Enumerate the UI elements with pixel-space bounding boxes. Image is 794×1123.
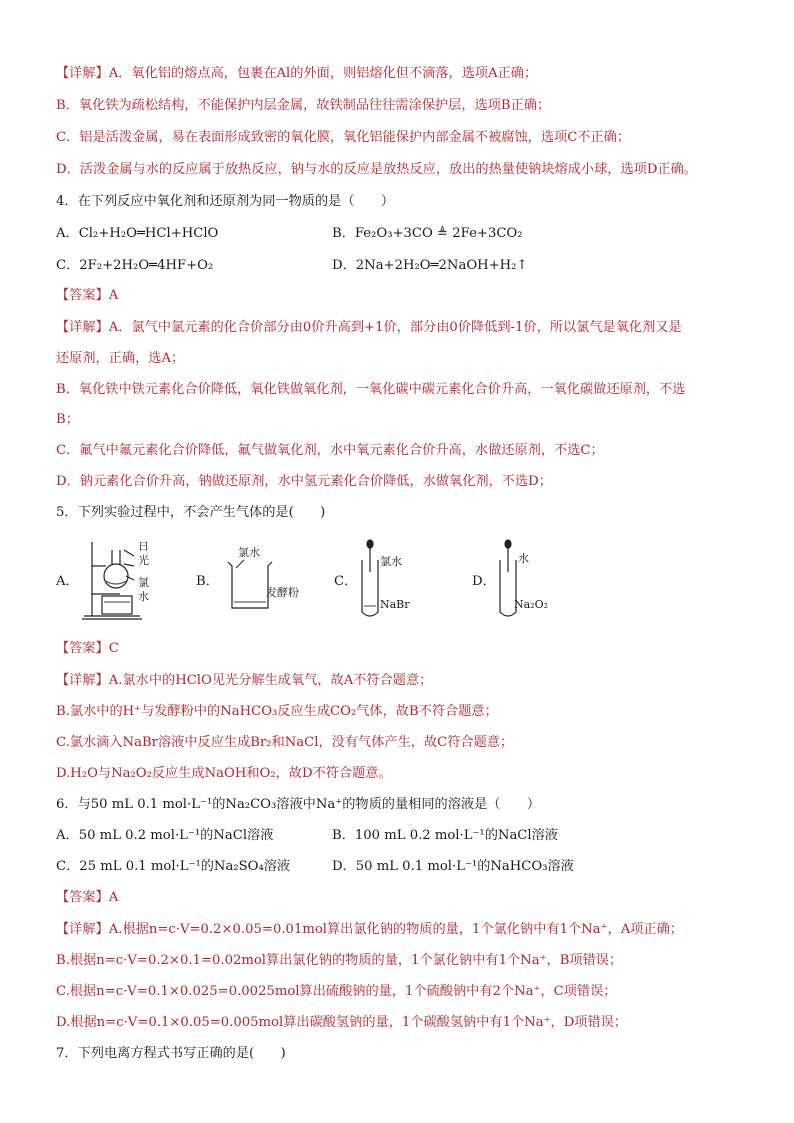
figure-a-text: 光 xyxy=(138,554,149,567)
figure-a-text: 水 xyxy=(138,590,149,603)
question-stem: 7．下列电离方程式书写正确的是( ) xyxy=(56,1046,286,1061)
explanation-line: D．活泼金属与水的反应属于放热反应，钠与水的反应是放热反应，放出的热量使钠块熔成小球，选项D正确。 xyxy=(56,162,697,177)
figure-c-text: 氯水 xyxy=(380,555,402,568)
explanation-line: B．氧化铁中铁元素化合价降低，氧化铁做氧化剂，一氧化碳中碳元素化合价升高，一氧化碳做还原剂，不选 xyxy=(56,382,686,397)
explanation-tag: 【详解】 xyxy=(56,673,109,688)
explanation-line: C.根据n=c·V=0.1×0.025=0.0025mol算出硫酸钠的量，1个硫酸钠中有2个Na⁺，C项错误； xyxy=(56,984,617,999)
figure-a-text: 氯 xyxy=(138,576,149,589)
explanation-line: 【详解】A．氯气中氯元素的化合价部分由0价升高到+1价，部分由0价降低到-1价，所以氯气是氧化剂又是 xyxy=(56,320,682,335)
question-stem: 5．下列实验过程中，不会产生气体的是( ) xyxy=(56,505,326,520)
explanation-line: B； xyxy=(56,412,79,427)
option-a: A．50 mL 0.2 mol·L⁻¹的NaCl溶液 xyxy=(56,828,274,843)
figure-d-text: 水 xyxy=(518,552,529,565)
figure-b-label: B． xyxy=(196,574,219,589)
explanation-tag: 【详解】 xyxy=(56,922,109,937)
question-stem: 6．与50 mL 0.1 mol·L⁻¹的Na₂CO₃溶液中Na⁺的物质的量相同的溶液是（ ） xyxy=(56,797,541,812)
explanation-line: 还原剂，正确，选A； xyxy=(56,351,185,366)
explanation-tag: 【详解】 xyxy=(56,320,109,335)
explanation-line: C．铝是活泼金属，易在表面形成致密的氧化膜，氧化铝能保护内部金属不被腐蚀，选项C不正确； xyxy=(56,130,631,145)
explanation-line: C．氟气中氟元素化合价降低，氟气做氧化剂，水中氧元素化合价升高，水做还原剂，不选C； xyxy=(56,443,604,458)
option-b: B．Fe₂O₃+3CO ≜ 2Fe+3CO₂ xyxy=(332,226,523,241)
option-c: C．25 mL 0.1 mol·L⁻¹的Na₂SO₄溶液 xyxy=(56,859,291,874)
figure-b-text: 氯水 xyxy=(238,546,260,559)
explanation-line: D．钠元素化合价升高，钠做还原剂，水中氢元素化合价降低，水做氧化剂，不选D； xyxy=(56,474,552,489)
answer-line: 【答案】C xyxy=(56,641,119,656)
figure-a-label: A． xyxy=(56,574,79,589)
option-a: A．Cl₂+H₂O═HCl+HClO xyxy=(56,226,219,241)
option-d: D．2Na+2H₂O═2NaOH+H₂↑ xyxy=(332,258,528,273)
option-d: D．50 mL 0.1 mol·L⁻¹的NaHCO₃溶液 xyxy=(332,859,574,874)
explanation-tag: 【详解】 xyxy=(56,66,109,81)
explanation-line: B．氧化铁为疏松结构，不能保护内层金属，故铁制品往往需涂保护层，选项B正确； xyxy=(56,98,551,113)
answer-line: 【答案】A xyxy=(56,890,119,905)
figure-a-text: 日 xyxy=(138,540,149,553)
option-c: C．2F₂+2H₂O═4HF+O₂ xyxy=(56,258,214,273)
explanation-line: C.氯水滴入NaBr溶液中反应生成Br₂和NaCl，没有气体产生，故C符合题意； xyxy=(56,735,514,750)
explanation-line: 【详解】A.氯水中的HClO见光分解生成氧气，故A不符合题意； xyxy=(56,673,433,688)
figure-c-label: C． xyxy=(334,574,358,589)
explanation-line: 【详解】A.根据n=c·V=0.2×0.05=0.01mol算出氯化钠的物质的量，1个氯化钠中有1个Na⁺，A项正确； xyxy=(56,922,683,937)
explanation-line: D.根据n=c·V=0.1×0.05=0.005mol算出碳酸氢钠的量，1个碳酸氢钠中有1个Na⁺，D项错误； xyxy=(56,1015,628,1030)
question-stem: 4．在下列反应中氧化剂和还原剂为同一物质的是（ ） xyxy=(56,194,395,209)
answer-line: 【答案】A xyxy=(56,288,119,303)
explanation-line: B.氯水中的H⁺与发酵粉中的NaHCO₃反应生成CO₂气体，故B不符合题意； xyxy=(56,704,498,719)
figure-c-text: NaBr xyxy=(380,598,410,611)
figure-d-text: Na₂O₂ xyxy=(514,598,549,611)
option-b: B．100 mL 0.2 mol·L⁻¹的NaCl溶液 xyxy=(332,828,558,843)
figure-d-label: D． xyxy=(472,574,496,589)
explanation-line: 【详解】A．氧化铝的熔点高，包裹在Al的外面，则铝熔化但不滴落，选项A正确； xyxy=(56,66,538,81)
figure-b-text: 发酵粉 xyxy=(266,586,299,599)
explanation-line: D.H₂O与Na₂O₂反应生成NaOH和O₂，故D不符合题意。 xyxy=(56,766,392,781)
explanation-line: B.根据n=c·V=0.2×0.1=0.02mol算出氯化钠的物质的量，1个氯化钠中有1个Na⁺，B项错误； xyxy=(56,953,623,968)
